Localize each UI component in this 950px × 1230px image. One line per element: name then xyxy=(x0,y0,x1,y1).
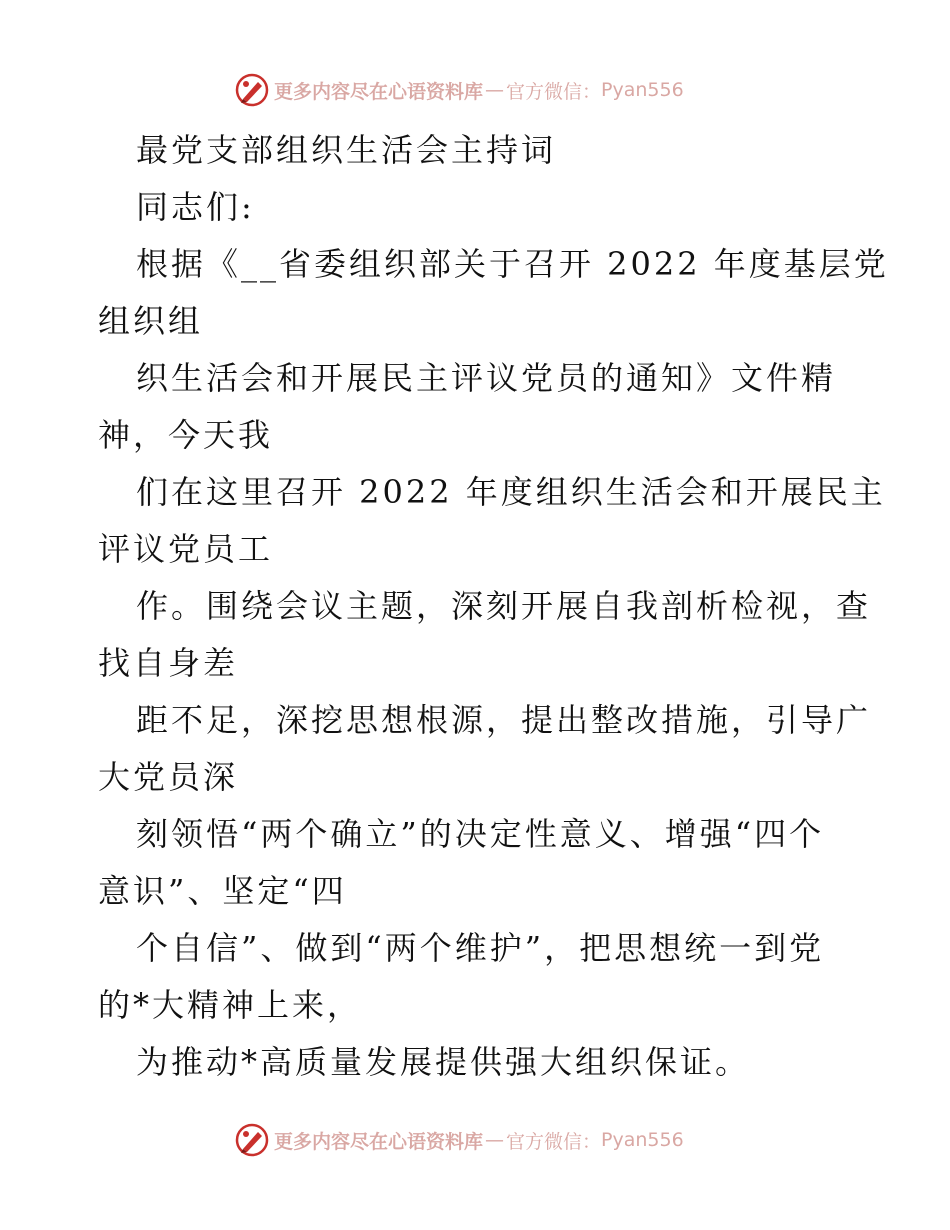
paragraph-line: 个自信”、做到“两个维护”，把思想统一到党 xyxy=(136,929,825,967)
official-wechat-label: 官方微信： xyxy=(506,1130,602,1153)
promo-text: 更多内容尽在心语资料库 xyxy=(274,80,484,103)
document-title: 最党支部组织生活会主持词 xyxy=(136,131,557,169)
separator-dash: — xyxy=(485,79,505,101)
paragraph-line: 找自身差 xyxy=(98,644,239,682)
paragraph-line: 作。围绕会议主题，深刻开展自我剖析检视，查 xyxy=(136,587,872,625)
paragraph-line: 意识”、坚定“四 xyxy=(98,872,347,910)
separator-dash: — xyxy=(485,1129,505,1151)
wechat-id: Pyan556 xyxy=(601,79,684,101)
header-banner[interactable] xyxy=(234,70,684,110)
paragraph-line: 大党员深 xyxy=(98,758,239,796)
footer-banner[interactable] xyxy=(234,1120,684,1160)
paragraph-line: 组织组 xyxy=(98,302,204,340)
pen-logo-icon xyxy=(234,72,270,108)
paragraph-line: 刻领悟“两个确立”的决定性意义、增强“四个 xyxy=(136,815,825,853)
official-wechat-label: 官方微信： xyxy=(506,80,602,103)
paragraph-line: 们在这里召开 2022 年度组织生活会和开展民主 xyxy=(136,473,886,511)
paragraph-line: 神，今天我 xyxy=(98,416,274,454)
paragraph-line: 评议党员工 xyxy=(98,530,274,568)
pen-logo-icon xyxy=(234,1122,270,1158)
paragraph-line: 的*大精神上来， xyxy=(98,986,363,1024)
paragraph-line: 距不足，深挖思想根源，提出整改措施，引导广 xyxy=(136,701,872,739)
wechat-id: Pyan556 xyxy=(601,1129,684,1151)
promo-text: 更多内容尽在心语资料库 xyxy=(274,1130,484,1153)
paragraph-line: 为推动*高质量发展提供强大组织保证。 xyxy=(136,1043,751,1081)
document-body xyxy=(98,122,889,1091)
paragraph-line: 根据《__省委组织部关于召开 2022 年度基层党 xyxy=(136,245,889,283)
paragraph-line: 织生活会和开展民主评议党员的通知》文件精 xyxy=(136,359,837,397)
salutation: 同志们: xyxy=(136,188,255,226)
